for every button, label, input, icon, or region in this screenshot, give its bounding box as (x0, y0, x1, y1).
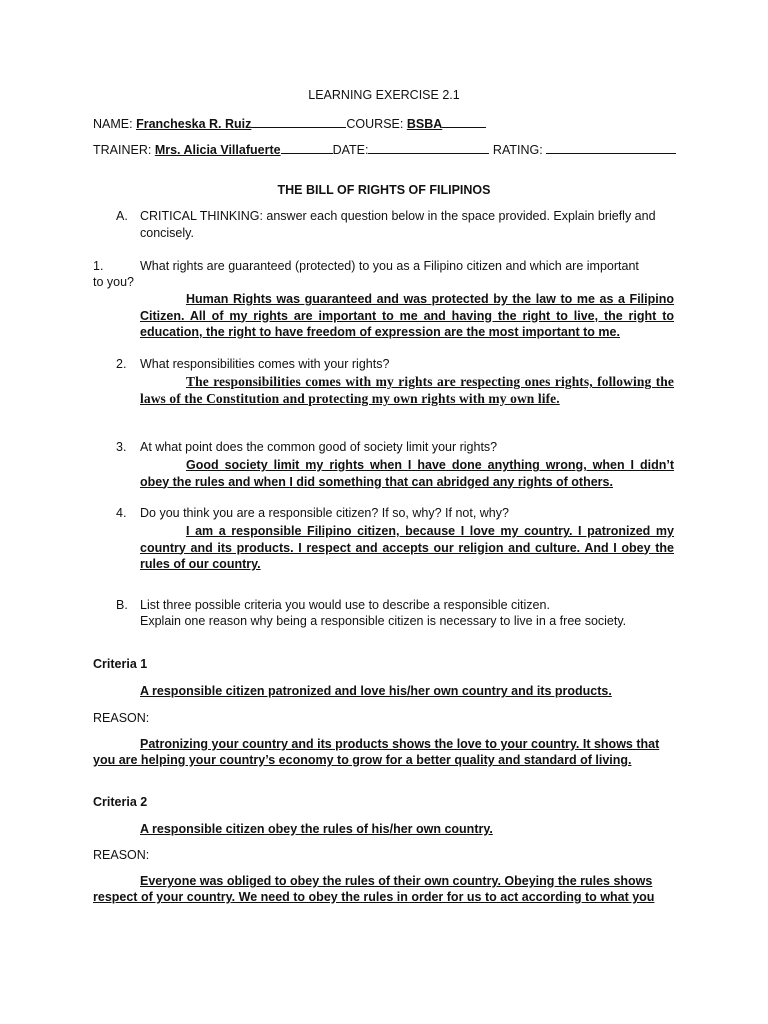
answer-3: Good society limit my rights when I have done anything wrong, when I didn’t obey the rules and when I did something that can abridged any rights of others. (140, 458, 674, 489)
course-value: BSBA (406, 117, 443, 131)
criteria-1-label: Criteria 1 (93, 657, 148, 671)
question-3-text: At what point does the common good of society limit your rights? (140, 440, 498, 454)
criteria-2-label: Criteria 2 (93, 795, 148, 809)
section-a-instruction-line1: CRITICAL THINKING: answer each question below in the space provided. Explain briefly and (140, 209, 656, 223)
section-a-letter: A. (116, 209, 128, 223)
criteria-1-reason-line1: Patronizing your country and its products shows the love to your country. It shows that (140, 737, 660, 751)
criteria-2-reason-line1: Everyone was obliged to obey the rules of their own country. Obeying the rules shows (140, 874, 653, 888)
question-4-number: 4. (116, 506, 127, 520)
answer-4: I am a responsible Filipino citizen, because I love my country. I patronized my country and its products. I respect and accepts our religion and culture. And I obey the rules of our country. (140, 524, 674, 571)
question-2-text: What responsibilities comes with your rights? (140, 357, 390, 371)
course-blank (442, 116, 486, 128)
trainer-blank (281, 142, 333, 154)
criteria-2-statement: A responsible citizen obey the rules of his/her own country. (140, 822, 493, 836)
question-1-text-cont: to you? (93, 275, 135, 289)
name-value: Francheska R. Ruiz (136, 117, 252, 131)
exercise-title: LEARNING EXERCISE 2.1 (308, 88, 460, 102)
criteria-2-reason-label: REASON: (93, 848, 150, 862)
answer-1: Human Rights was guaranteed and was protected by the law to me as a Filipino Citizen. All of my rights are important to me and having the right to live, the right to education, the right to have freedom of expression are the most important to me. (140, 292, 674, 339)
date-blank (368, 142, 489, 154)
answer-2: The responsibilities comes with my rights are respecting ones rights, following the laws of the Constitution and protecting my own rights with my own life. (140, 374, 674, 406)
criteria-1-reason-line2: you are helping your country’s economy to grow for a better quality and standard of living. (93, 753, 632, 767)
section-a-instruction-line2: concisely. (140, 226, 194, 240)
rating-label: RATING: (489, 143, 547, 157)
section-title: THE BILL OF RIGHTS OF FILIPINOS (277, 183, 491, 197)
question-3-number: 3. (116, 440, 127, 454)
name-row (93, 116, 486, 131)
question-2-number: 2. (116, 357, 127, 371)
name-label: NAME: (93, 117, 137, 131)
section-b-letter: B. (116, 598, 128, 612)
trainer-row (93, 142, 676, 157)
name-blank (251, 116, 346, 128)
rating-blank (546, 142, 676, 154)
question-1-number: 1. (93, 259, 104, 273)
trainer-value: Mrs. Alicia Villafuerte (154, 143, 281, 157)
section-b-line1: List three possible criteria you would use to describe a responsible citizen. (140, 598, 550, 612)
question-1-text: What rights are guaranteed (protected) to you as a Filipino citizen and which are important (140, 259, 639, 273)
section-b-line2: Explain one reason why being a responsible citizen is necessary to live in a free society. (140, 614, 627, 628)
question-4-text: Do you think you are a responsible citizen? If so, why? If not, why? (140, 506, 509, 520)
course-label: COURSE: (346, 117, 407, 131)
criteria-2-reason-line2: respect of your country. We need to obey the rules in order for us to act according to what you (93, 890, 655, 904)
date-label: DATE: (332, 143, 369, 157)
criteria-1-reason-label: REASON: (93, 711, 150, 725)
trainer-label: TRAINER: (93, 143, 155, 157)
criteria-1-statement: A responsible citizen patronized and love his/her own country and its products. (140, 684, 612, 698)
